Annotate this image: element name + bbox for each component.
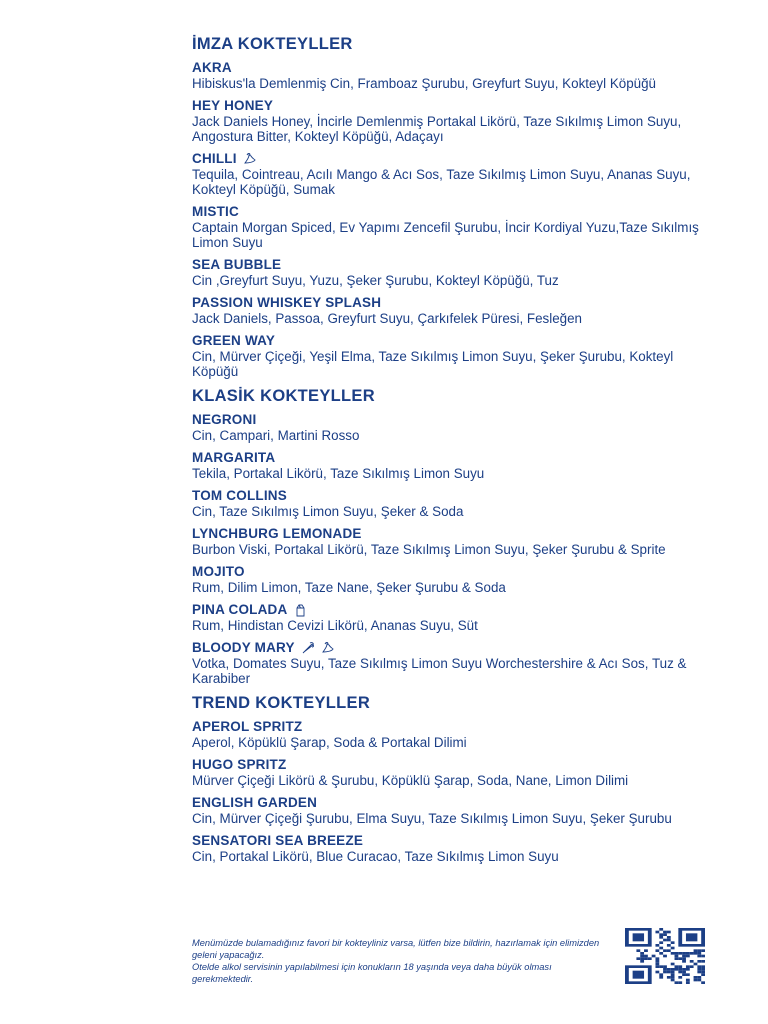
menu-item: [192, 257, 712, 288]
item-description: Votka, Domates Suyu, Taze Sıkılmış Limon Suyu Worchestershire & Acı Sos, Tuz & Karabiber: [192, 656, 687, 686]
item-name-row: [192, 412, 712, 428]
menu-item: [192, 640, 712, 686]
item-icons: [293, 603, 307, 617]
item-description: Cin, Taze Sıkılmış Limon Suyu, Şeker & Soda: [192, 504, 464, 519]
item-name-row: [192, 602, 712, 618]
milk-carton-icon: [293, 603, 307, 617]
item-name: NEGRONI: [192, 412, 257, 427]
item-description: Tekila, Portakal Likörü, Taze Sıkılmış Limon Suyu: [192, 466, 485, 481]
menu-item: [192, 98, 712, 144]
item-icons: [301, 641, 335, 655]
item-description: Captain Morgan Spiced, Ev Yapımı Zencefil Şurubu, İncir Kordiyal Yuzu,Taze Sıkılmış Limon Suyu: [192, 220, 699, 250]
item-name: HEY HONEY: [192, 98, 274, 113]
item-name: HUGO SPRITZ: [192, 757, 287, 772]
item-description: Mürver Çiçeği Likörü & Şurubu, Köpüklü Şarap, Soda, Nane, Limon Dilimi: [192, 773, 629, 788]
item-name-row: [192, 564, 712, 580]
menu-item: [192, 412, 712, 443]
item-name-row: [192, 488, 712, 504]
item-description: Rum, Dilim Limon, Taze Nane, Şeker Şurubu & Soda: [192, 580, 506, 595]
item-name-row: [192, 295, 712, 311]
item-description: Jack Daniels Honey, İncirle Demlenmiş Portakal Likörü, Taze Sıkılmış Limon Suyu, Angostura Bitter, Kokteyl Köpüğü, Adaçayı: [192, 114, 682, 144]
footer-line-2: Otelde alkol servisinin yapılabilmesi için konukların 18 yaşında veya daha büyük olması gerekmektedir.: [192, 962, 552, 984]
chili-pepper-icon: [243, 152, 257, 166]
item-name-row: [192, 833, 712, 849]
menu-item: [192, 719, 712, 750]
menu-item: [192, 333, 712, 379]
menu-item: [192, 295, 712, 326]
item-icons: [243, 152, 257, 166]
menu-item: [192, 60, 712, 91]
item-description: Aperol, Köpüklü Şarap, Soda & Portakal Dilimi: [192, 735, 467, 750]
section-title: İMZA KOKTEYLLER: [192, 35, 353, 53]
item-name: BLOODY MARY: [192, 640, 295, 655]
item-description: Cin, Portakal Likörü, Blue Curacao, Taze Sıkılmış Limon Suyu: [192, 849, 559, 864]
menu-section: [192, 34, 712, 379]
item-description: Jack Daniels, Passoa, Greyfurt Suyu, Çarkıfelek Püresi, Fesleğen: [192, 311, 582, 326]
item-description: Burbon Viski, Portakal Likörü, Taze Sıkılmış Limon Suyu, Şeker Şurubu & Sprite: [192, 542, 666, 557]
menu-item: [192, 488, 712, 519]
item-description: Cin, Mürver Çiçeği, Yeşil Elma, Taze Sıkılmış Limon Suyu, Şeker Şurubu, Kokteyl Köpüğü: [192, 349, 674, 379]
item-name: GREEN WAY: [192, 333, 276, 348]
footer-note: [192, 937, 612, 985]
item-description: Tequila, Cointreau, Acılı Mango & Acı Sos, Taze Sıkılmış Limon Suyu, Ananas Suyu, Kokteyl Köpüğü, Sumak: [192, 167, 691, 197]
item-name-row: [192, 757, 712, 773]
item-name-row: [192, 640, 712, 656]
item-name: MARGARITA: [192, 450, 276, 465]
menu-section: [192, 693, 712, 864]
item-name-row: [192, 450, 712, 466]
celery-icon: [301, 641, 315, 655]
item-name: AKRA: [192, 60, 232, 75]
item-name-row: [192, 204, 712, 220]
menu-item: [192, 526, 712, 557]
menu-section: [192, 386, 712, 686]
item-name-row: [192, 795, 712, 811]
item-name: LYNCHBURG LEMONADE: [192, 526, 362, 541]
item-name: APEROL SPRITZ: [192, 719, 303, 734]
item-name: MOJITO: [192, 564, 245, 579]
menu-item: [192, 564, 712, 595]
section-title: KLASİK KOKTEYLLER: [192, 387, 375, 405]
menu-item: [192, 151, 712, 197]
item-description: Cin ,Greyfurt Suyu, Yuzu, Şeker Şurubu, Kokteyl Köpüğü, Tuz: [192, 273, 559, 288]
item-name-row: [192, 151, 712, 167]
item-description: Rum, Hindistan Cevizi Likörü, Ananas Suyu, Süt: [192, 618, 478, 633]
menu-item: [192, 450, 712, 481]
menu-item: [192, 795, 712, 826]
item-name-row: [192, 60, 712, 76]
menu-item: [192, 204, 712, 250]
section-title: TREND KOKTEYLLER: [192, 694, 371, 712]
item-name-row: [192, 719, 712, 735]
menu-item: [192, 757, 712, 788]
item-name-row: [192, 257, 712, 273]
item-name-row: [192, 98, 712, 114]
item-name: PINA COLADA: [192, 602, 288, 617]
cocktail-menu: [192, 34, 712, 871]
item-name: PASSION WHISKEY SPLASH: [192, 295, 382, 310]
menu-item: [192, 602, 712, 633]
item-name-row: [192, 526, 712, 542]
qr-code-icon[interactable]: [625, 928, 705, 984]
item-name: SENSATORI SEA BREEZE: [192, 833, 364, 848]
item-name: CHILLI: [192, 151, 237, 166]
chili-pepper-icon: [321, 641, 335, 655]
item-name: SEA BUBBLE: [192, 257, 282, 272]
item-description: Hibiskus'la Demlenmiş Cin, Framboaz Şurubu, Greyfurt Suyu, Kokteyl Köpüğü: [192, 76, 656, 91]
footer-line-1: Menümüzde bulamadığınız favori bir kokteyliniz varsa, lütfen bize bildirin, hazırlamak için elimizden geleni yapacağız.: [192, 938, 600, 960]
item-description: Cin, Mürver Çiçeği Şurubu, Elma Suyu, Taze Sıkılmış Limon Suyu, Şeker Şurubu: [192, 811, 672, 826]
item-name: MISTIC: [192, 204, 239, 219]
item-name: TOM COLLINS: [192, 488, 287, 503]
menu-item: [192, 833, 712, 864]
item-name-row: [192, 333, 712, 349]
item-name: ENGLISH GARDEN: [192, 795, 318, 810]
item-description: Cin, Campari, Martini Rosso: [192, 428, 360, 443]
